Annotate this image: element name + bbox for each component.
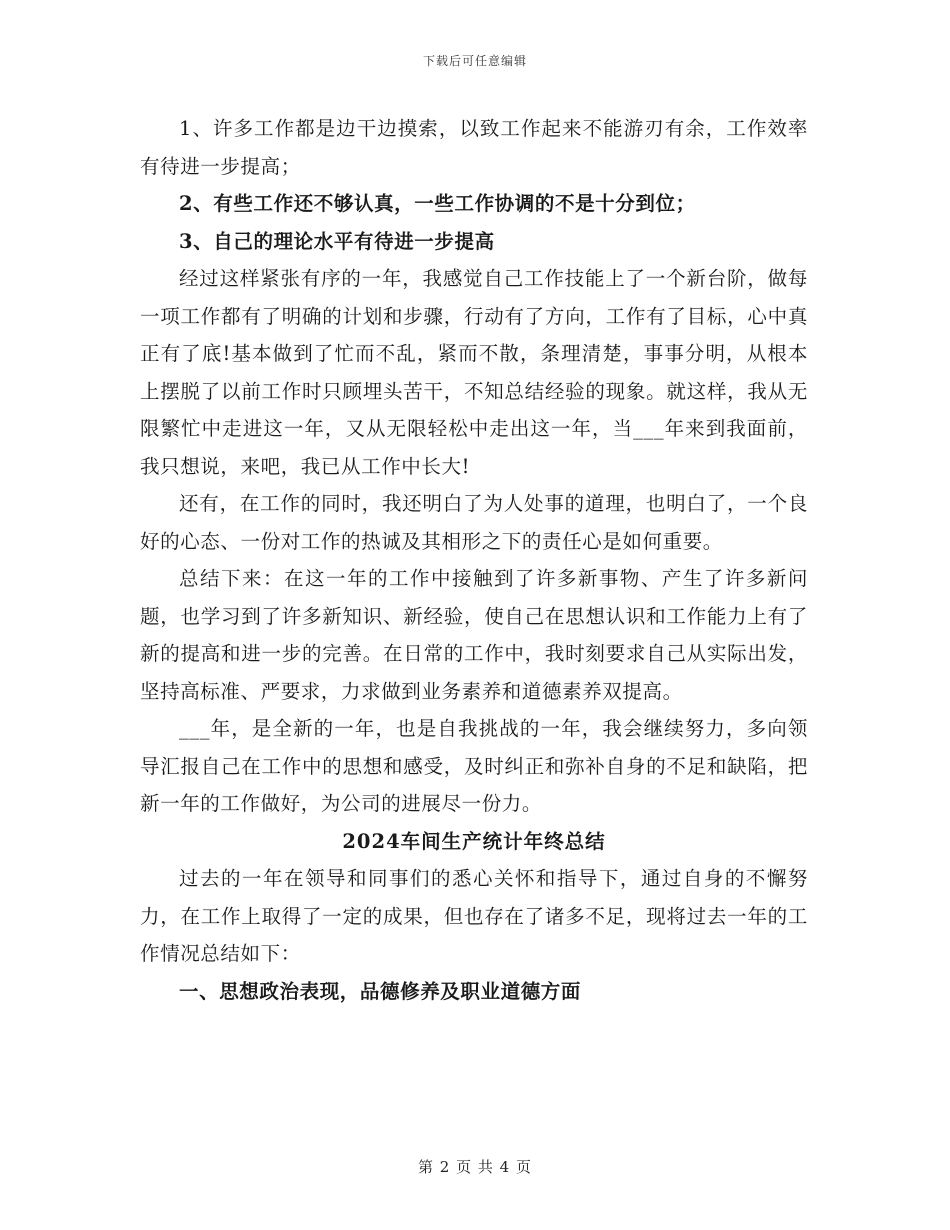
page-footer: 第 2 页 共 4 页 — [418, 1158, 532, 1176]
document-body — [140, 110, 808, 1010]
list-item-3: 3、自己的理论水平有待进一步提高 — [179, 229, 495, 253]
outlook-paragraph: ___年，是全新的一年，也是自我挑战的一年，我会继续努力，多向领导汇报自己在工作中的思想和感受，及时纠正和弥补自身的不足和缺陷，把新一年的工作做好，为公司的进展尽一份力。 — [140, 717, 808, 815]
body-paragraph: 还有，在工作的同时，我还明白了为人处事的道理，也明白了，一个良好的心态、一份对工作的热诚及其相形之下的责任心是如何重要。 — [140, 492, 808, 553]
body-paragraph: 经过这样紧张有序的一年，我感觉自己工作技能上了一个新台阶，做每一项工作都有了明确的计划和步骤，行动有了方向，工作有了目标，心中真正有了底!基本做到了忙而不乱，紧而不散，条理清楚，事事分明，从根本上摆脱了以前工作时只顾埋头苦干，不知总结经验的现象。就这样，我从无限繁忙中走进这一年，又从无限轻松中走出这一年，当___年来到我面前，我只想说，来吧，我已从工作中长大! — [140, 267, 808, 478]
list-item-2: 2、有些工作还不够认真，一些工作协调的不是十分到位； — [179, 192, 696, 215]
section-title: 2024车间生产统计年终总结 — [342, 829, 606, 853]
summary-paragraph: 总结下来：在这一年的工作中接触到了许多新事物、产生了许多新问题，也学习到了许多新知识、新经验，使自己在思想认识和工作能力上有了新的提高和进一步的完善。在日常的工作中，我时刻要求自己从实际出发，坚持高标准、严要求，力求做到业务素养和道德素养双提高。 — [140, 567, 808, 703]
list-item-1: 1、许多工作都是边干边摸索，以致工作起来不能游刃有余，工作效率有待进一步提高； — [140, 117, 808, 178]
intro-paragraph: 过去的一年在领导和同事们的悉心关怀和指导下，通过自身的不懈努力，在工作上取得了一定的成果，但也存在了诸多不足，现将过去一年的工作情况总结如下： — [140, 867, 808, 965]
section-heading: 一、思想政治表现，品德修养及职业道德方面 — [179, 979, 582, 1003]
page-header: 下载后可任意编辑 — [422, 54, 527, 68]
